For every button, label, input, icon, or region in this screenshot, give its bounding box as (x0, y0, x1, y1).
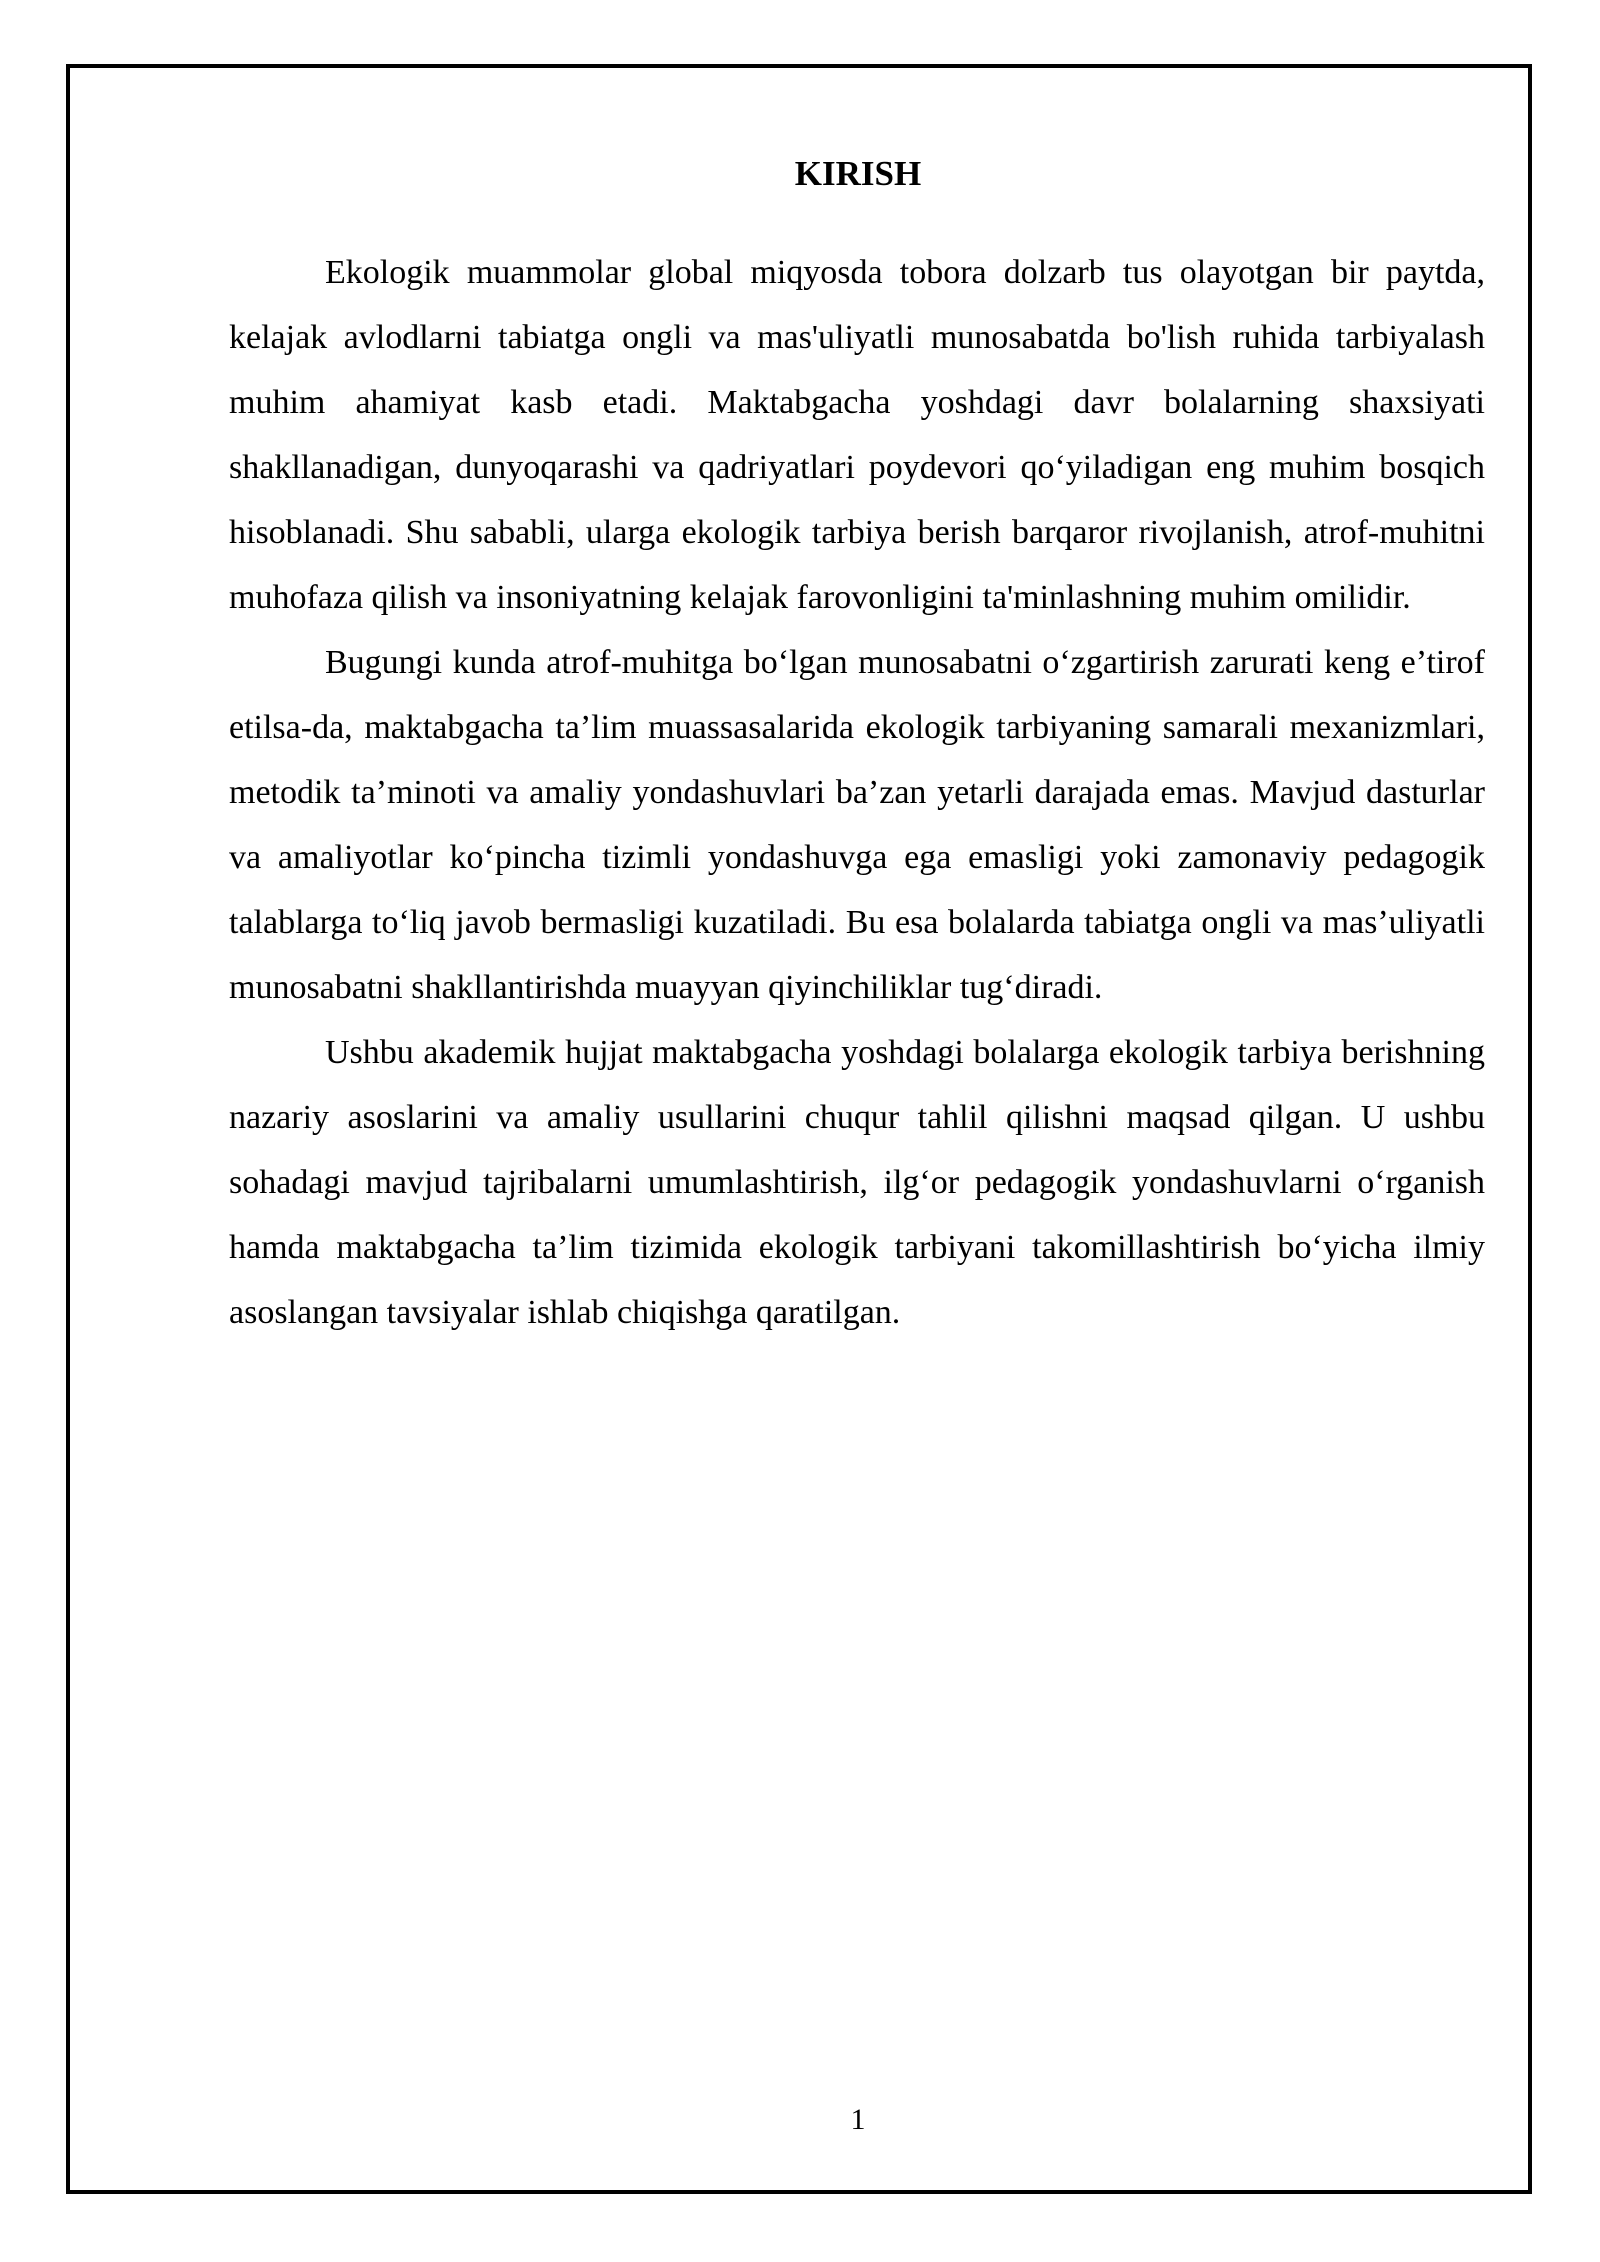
page-number: 1 (850, 2103, 866, 2136)
document-body (229, 240, 1485, 1345)
paragraph-1: Ekologik muammolar global miqyosda tobora dolzarb tus olayotgan bir paytda, kelajak avlodlarni tabiatga ongli va mas'uliyatli munosabatda bo'lish ruhida tarbiyalash muhim ahamiyat kasb etadi. Maktabgacha yoshdagi davr bolalarning shaxsiyati shakllanadigan, dunyoqarashi va qadriyatlari poydevori qo‘yiladigan eng muhim bosqich hisoblanadi. Shu sababli, ularga ekologik tarbiya berish barqaror rivojlanish, atrof-muhitni muhofaza qilish va insoniyatning kelajak farovonligini ta'minlashning muhim omilidir. (229, 254, 1485, 616)
paragraph-3: Ushbu akademik hujjat maktabgacha yoshdagi bolalarga ekologik tarbiya berishning nazariy asoslarini va amaliy usullarini chuqur tahlil qilishni maqsad qilgan. U ushbu sohadagi mavjud tajribalarni umumlashtirish, ilg‘or pedagogik yondashuvlarni o‘rganish hamda maktabgacha ta’lim tizimida ekologik tarbiyani takomillashtirish bo‘yicha ilmiy asoslangan tavsiyalar ishlab chiqishga qaratilgan. (229, 1034, 1485, 1331)
paragraph-2: Bugungi kunda atrof-muhitga bo‘lgan munosabatni o‘zgartirish zarurati keng e’tirof etilsa-da, maktabgacha ta’lim muassasalarida ekologik tarbiyaning samarali mexanizmlari, metodik ta’minoti va amaliy yondashuvlari ba’zan yetarli darajada emas. Mavjud dasturlar va amaliyotlar ko‘pincha tizimli yondashuvga ega emasligi yoki zamonaviy pedagogik talablarga to‘liq javob bermasligi kuzatiladi. Bu esa bolalarda tabiatga ongli va mas’uliyatli munosabatni shakllantirishda muayyan qiyinchiliklar tug‘diradi. (229, 644, 1485, 1006)
section-title: KIRISH (794, 154, 922, 193)
